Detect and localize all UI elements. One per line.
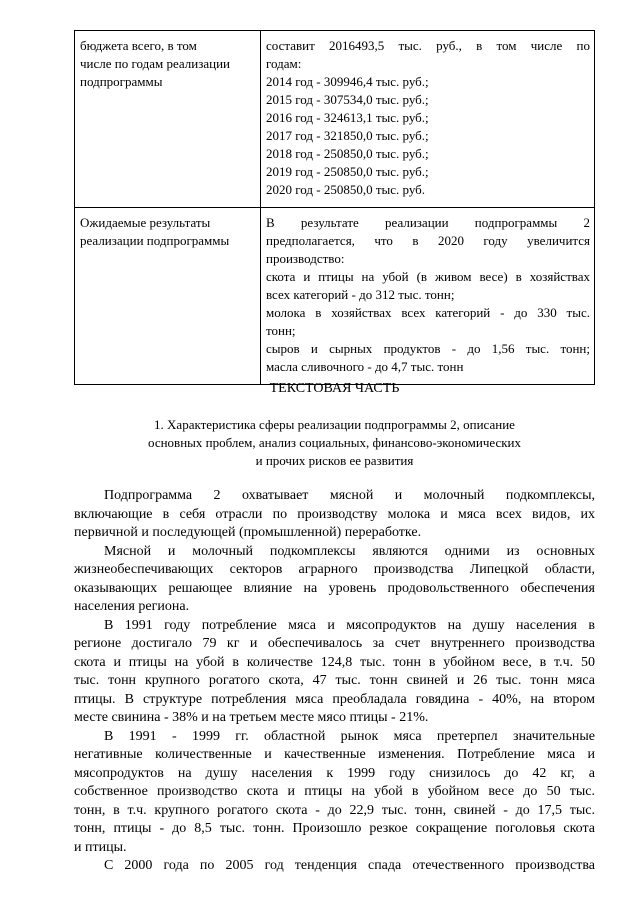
paragraph-line: С 2000 года по 2005 год тенденция спада отечественного производства xyxy=(104,858,595,873)
text-line: 2016 год - 324613,1 тыс. руб.; xyxy=(266,110,429,125)
paragraph-line: В 1991 - 1999 гг. областной рынок мяса претерпел значительные xyxy=(104,728,595,744)
text-line: составит 2016493,5 тыс. руб., в том числе по xyxy=(266,38,590,53)
paragraph-line: Мясной и молочный подкомплексы являются одними из основных xyxy=(104,543,595,559)
paragraph-line: тонн, в т.ч. крупного рогатого скота - до 22,9 тыс. тонн, свиней - до 17,5 тыс. xyxy=(74,802,595,818)
text-line: предполагается, что в 2020 году увеличится xyxy=(266,233,590,248)
paragraph-line: В 1991 году потребление мяса и мясопродуктов на душу населения в xyxy=(104,617,595,633)
paragraph-line: жизнеобеспечивающих секторов аграрного производства Липецкой области, xyxy=(74,562,595,577)
chapter-heading xyxy=(74,416,595,470)
paragraph-line: и птицы. xyxy=(74,839,127,855)
text-line: скота и птицы на убой (в живом весе) в хозяйствах xyxy=(266,269,590,284)
paragraph-line: мясопродуктов на душу населения к 1999 году снизилось до 42 кг, а xyxy=(74,765,595,781)
paragraph-line: оказывающих решающее влияние на уровень продовольственного обеспечения xyxy=(74,580,595,596)
paragraph xyxy=(74,728,595,858)
table-cell-results-value xyxy=(261,208,595,385)
paragraph xyxy=(74,487,595,543)
paragraph-line: населения региона. xyxy=(74,599,190,614)
passport-table xyxy=(74,30,595,385)
table-row-budget xyxy=(75,31,595,208)
paragraph xyxy=(74,857,595,876)
table-row-expected-results xyxy=(75,208,595,385)
text-line: сыров и сырных продуктов - до 1,56 тыс. тонн; xyxy=(266,341,590,356)
table-cell-budget-value xyxy=(261,31,595,208)
text-line: подпрограммы xyxy=(80,74,163,89)
text-line: 2018 год - 250850,0 тыс. руб.; xyxy=(266,146,429,161)
text-line: молока в хозяйствах всех категорий - до 330 тыс. xyxy=(266,305,590,320)
text-line: Ожидаемые результаты xyxy=(80,215,211,230)
table-cell-budget-label xyxy=(75,31,261,208)
paragraph-line: собственное производство скота и птицы на убой в убойном весе до 50 тыс. xyxy=(74,784,595,799)
text-line: 2017 год - 321850,0 тыс. руб.; xyxy=(266,128,429,143)
paragraph-line: скота и птицы на убой в количестве 124,8 тыс. тонн в убойном весе, в т.ч. 50 xyxy=(74,654,595,670)
table-cell-results-label xyxy=(75,208,261,385)
paragraph-line: птицы. В структуре потребления мяса преобладала говядина - 40%, на втором xyxy=(74,691,595,707)
text-line: тонн; xyxy=(266,323,296,338)
text-line: годам: xyxy=(266,56,302,71)
paragraph-line: включающие в себя отрасли по производству молока и мяса всех видов, их xyxy=(74,506,595,522)
text-line: 2014 год - 309946,4 тыс. руб.; xyxy=(266,74,429,89)
text-line: бюджета всего, в том xyxy=(80,38,197,53)
paragraph-line: регионе достигало 79 кг и обеспечивалось за счет внутреннего производства xyxy=(74,636,595,651)
paragraph xyxy=(74,617,595,728)
heading-line: основных проблем, анализ социальных, финансово-экономических xyxy=(148,435,521,450)
text-line: 2020 год - 250850,0 тыс. руб. xyxy=(266,182,426,197)
paragraph-line: месте свинина - 38% и на третьем месте мясо птицы - 21%. xyxy=(74,710,429,725)
section-title: ТЕКСТОВАЯ ЧАСТЬ xyxy=(269,381,400,396)
paragraph-line: тыс. тонн крупного рогатого скота, 47 тыс. тонн свиней и 26 тыс. тонн мяса xyxy=(74,673,595,688)
body-text xyxy=(74,487,595,876)
heading-line: 1. Характеристика сферы реализации подпрограммы 2, описание xyxy=(154,417,515,432)
text-line: масла сливочного - до 4,7 тыс. тонн xyxy=(266,359,464,374)
paragraph-line: Подпрограмма 2 охватывает мясной и молочный подкомплексы, xyxy=(104,488,595,503)
paragraph-line: тонн, птицы - до 8,5 тыс. тонн. Произошло резкое сокращение поголовья скота xyxy=(74,821,595,836)
heading-line: и прочих рисков ее развития xyxy=(255,453,414,468)
text-line: В результате реализации подпрограммы 2 xyxy=(266,215,590,230)
paragraph-line: первичной и последующей (промышленной) переработке. xyxy=(74,525,422,540)
text-line: всех категорий - до 312 тыс. тонн; xyxy=(266,287,455,302)
text-line: производство: xyxy=(266,251,345,266)
text-line: 2019 год - 250850,0 тыс. руб.; xyxy=(266,164,429,179)
paragraph xyxy=(74,543,595,617)
text-line: 2015 год - 307534,0 тыс. руб.; xyxy=(266,92,429,107)
text-line: реализации подпрограммы xyxy=(80,233,230,248)
text-line: числе по годам реализации xyxy=(80,56,231,71)
paragraph-line: негативные количественные и качественные изменения. Потребление мяса и xyxy=(74,747,595,762)
